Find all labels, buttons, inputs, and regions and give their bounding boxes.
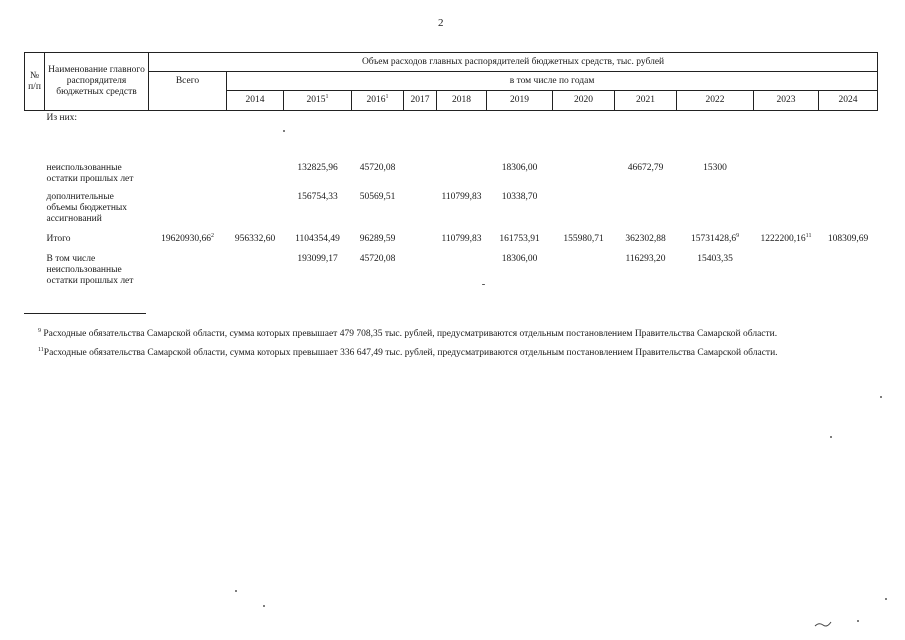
cell-unused-2015: 132825,96 [297,162,338,173]
row-label-total: Итого [46,233,71,244]
cell-unused-2021: 46672,79 [627,162,664,173]
col-header-number: № п/п [25,53,45,111]
year-header-2024: 2024 [819,91,878,111]
year-header-2021: 2021 [615,91,677,111]
footnote-divider [24,313,146,314]
table-header [25,53,878,111]
cell-total-2015: 1104354,49 [295,233,340,244]
year-header-2014: 2014 [227,91,284,111]
cell-total-2018: 110799,83 [441,233,482,244]
scan-speck [263,605,265,607]
cell-incl-unused-2021: 116293,20 [625,253,666,264]
year-header-2019: 2019 [487,91,553,111]
col-header-years-title: в том числе по годам [227,72,878,91]
cell-total-2016: 96289,59 [359,233,396,244]
scan-speck [235,590,237,592]
table-row [25,234,878,254]
year-header-2017: 2017 [404,91,437,111]
year-header-2022: 2022 [677,91,754,111]
col-header-group: Объем расходов главных распорядителей бюджетных средств, тыс. рублей [149,53,878,72]
footnote-11: $^{11}$Расходные обязательства Самарской области, сумма которых превышает 336 647,49 тыс. рублей, предусматриваются отдельным постановлением Правительства Самарской области. [38,346,778,358]
scan-smudge [814,620,832,628]
cell-unused-2022: 15300 [703,162,727,173]
cell-total-2021: 362302,88 [625,233,666,244]
cell-total-2024: 108309,69 [827,233,869,244]
cell-additional-2019: 10338,70 [501,191,538,202]
table-row [25,192,878,234]
col-header-name: Наименование главного распорядителя бюджетных средств [45,53,149,111]
cell-total-2019: 161753,91 [499,233,540,244]
cell-total-2014: 956332,60 [234,233,276,244]
cell-additional-2015: 156754,33 [297,191,338,202]
scan-speck [482,284,485,285]
cell-incl-unused-2016: 45720,08 [359,253,396,264]
table-row [25,111,878,163]
cell-total-2023: 1222200,16$^{11}$ [760,232,812,244]
scan-speck [885,598,887,600]
footnotes [24,328,866,366]
row-label-unused: неиспользованные остатки прошлых лет [46,162,134,184]
cell-unused-2019: 18306,00 [501,162,538,173]
year-header-2023: 2023 [754,91,819,111]
row-label-additional: дополнительные объемы бюджетных ассигнований [46,191,128,224]
cell-additional-2016: 50569,51 [359,191,396,202]
year-header-2020: 2020 [553,91,615,111]
row-label-incl-unused: В том числе неиспользованные остатки прошлых лет [46,253,134,286]
footnote-9: $^9$ Расходные обязательства Самарской области, сумма которых превышает 479 708,35 тыс. рублей, предусматриваются отдельным постановлением Правительства Самарской области. [38,327,778,339]
cell-total-all: 19620930,66$^2$ [161,232,214,244]
scan-speck [880,396,882,398]
table-row [25,163,878,192]
table-row [25,254,878,290]
cell-total-2020: 155980,71 [563,233,604,244]
cell-incl-unused-2022: 15403,35 [697,253,733,264]
cell-total-2022: 15731428,6$^9$ [690,232,740,244]
cell-incl-unused-2015: 193099,17 [297,253,338,264]
cell-additional-2018: 110799,83 [441,191,482,202]
page-number: 2 [438,17,444,29]
cell-unused-2016: 45720,08 [359,162,396,173]
scan-speck [857,620,859,622]
year-header-2015: 2015$^1$ [284,91,352,111]
cell-incl-unused-2019: 18306,00 [501,253,538,264]
row-label-iz-nikh: Из них: [46,113,78,123]
year-header-2018: 2018 [437,91,487,111]
budget-table [24,52,878,290]
scan-speck [283,130,285,132]
year-header-2016: 2016$^1$ [352,91,404,111]
col-header-total: Всего [149,72,227,111]
scan-speck [830,436,832,438]
